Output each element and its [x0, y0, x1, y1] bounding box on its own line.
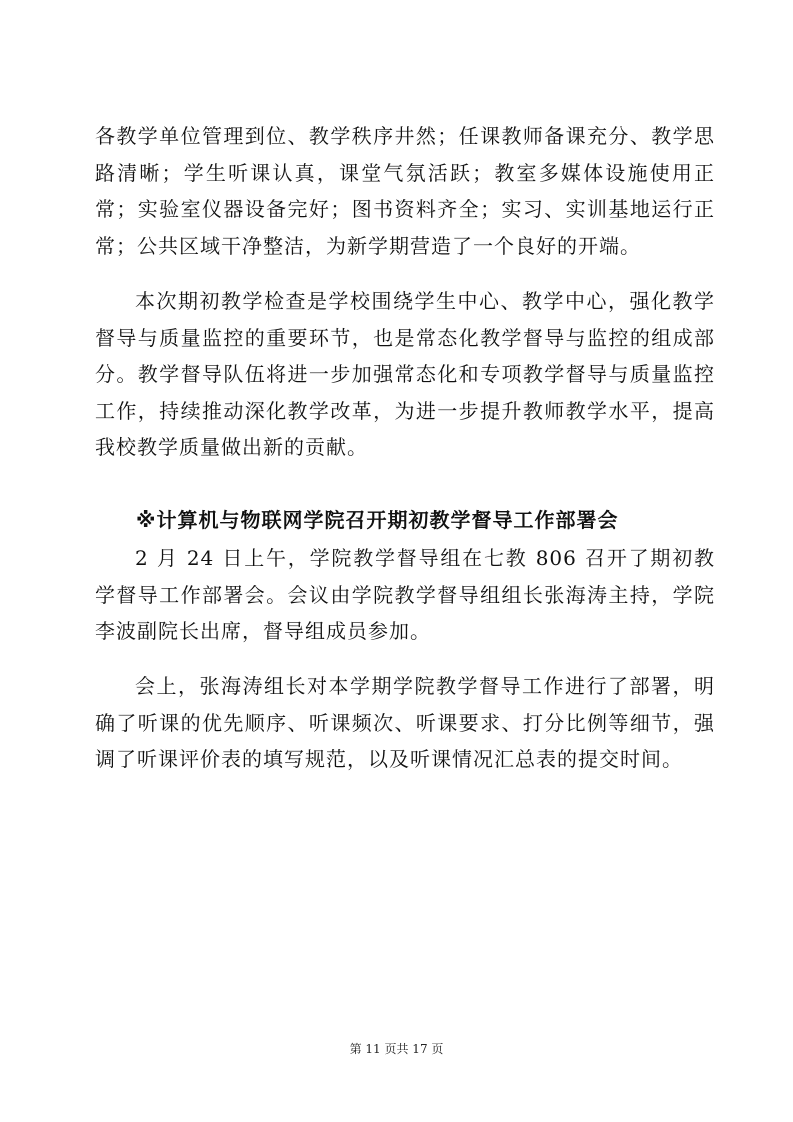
body-paragraph: 本次期初教学检查是学校围绕学生中心、教学中心，强化教学督导与质量监控的重要环节，也是常态化教学督导与监控的组成部分。教学督导队伍将进一步加强常态化和专项教学督导与质量监控工作，持续推动深化教学改革，为进一步提升教师教学水平，提高我校教学质量做出新的贡献。: [95, 289, 715, 459]
page-number-footer: 第 11 页共 17 页: [349, 1042, 444, 1056]
body-paragraph: 各教学单位管理到位、教学秩序井然；任课教师备课充分、教学思路清晰；学生听课认真，课堂气氛活跃；教室多媒体设施使用正常；实验室仪器设备完好；图书资料齐全；实习、实训基地运行正常；公共区域干净整洁，为新学期营造了一个良好的开端。: [95, 124, 715, 258]
body-paragraph: 2 月 24 日上午，学院教学督导组在七教 806 召开了期初教学督导工作部署会。会议由学院教学督导组组长张海涛主持，学院李波副院长出席，督导组成员参加。: [95, 546, 715, 643]
body-paragraph: 会上，张海涛组长对本学期学院教学督导工作进行了部署，明确了听课的优先顺序、听课频次、听课要求、打分比例等细节，强调了听课评价表的填写规范，以及听课情况汇总表的提交时间。: [95, 674, 715, 771]
section-heading: ※计算机与物联网学院召开期初教学督导工作部署会: [136, 508, 619, 532]
